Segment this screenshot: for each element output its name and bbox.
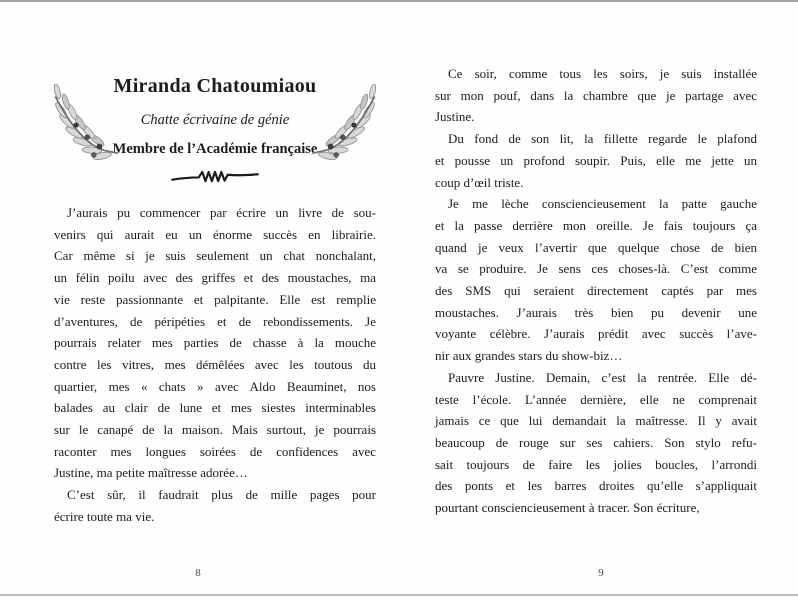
text-line: J’aurais pu commencer par écrire un livre de sou-: [67, 205, 376, 220]
text-line: Justine, ma petite maîtresse adorée…: [54, 465, 248, 481]
text-line: des ponts et les barres droites qu’elle s’appliquait: [435, 478, 757, 494]
paragraph: [435, 193, 757, 367]
text-line: nir aux grandes stars du show-biz…: [435, 348, 623, 364]
text-line: sur le canapé de la maison. Mais surtout, je pourrais: [54, 422, 376, 438]
text-line: quand je veux l’avertir que quelque chose de bien: [435, 239, 757, 255]
page-right: [435, 63, 757, 519]
text-line: pourtant consciencieusement à tracer. Son écriture,: [435, 500, 700, 516]
text-line: Je me lèche consciencieusement la patte gauche: [448, 196, 757, 212]
text-line: quartier, mes « chats » avec Aldo Beauminet, nos: [54, 378, 376, 394]
text-line: beaucoup de rouge sur ses cahiers. Son stylo refu-: [435, 434, 757, 450]
text-line: Ce soir, comme tous les soirs, je suis installée: [448, 66, 757, 81]
page-right-body: [435, 63, 757, 519]
screen-top-border: [0, 0, 798, 2]
text-line: contre les vitres, mes démêlées avec les toutous du: [54, 356, 376, 372]
text-line: venirs qui aurait eu un énorme succès en librairie.: [54, 226, 376, 242]
text-line: balades au clair de lune et mes siestes interminables: [54, 400, 376, 416]
text-line: pourrais relater mes parties de chasse à la mouche: [54, 335, 376, 351]
page-number-left: 8: [195, 567, 201, 579]
text-line: Justine.: [435, 109, 475, 125]
text-line: et la passe derrière mon oreille. Je fais toujours ça: [435, 217, 757, 233]
author-affiliation: Membre de l’Académie française: [112, 141, 318, 157]
squiggle-divider-icon: [54, 167, 376, 187]
paragraph: [54, 202, 376, 484]
paragraph: [435, 367, 757, 519]
author-subtitle: Chatte écrivaine de génie: [140, 112, 290, 128]
text-line: écrire toute ma vie.: [54, 508, 155, 524]
paragraph: [54, 484, 376, 527]
page-left: [54, 60, 376, 528]
author-name: Miranda Chatoumiaou: [113, 75, 317, 97]
text-line: vie reste passionnante et palpitante. Elle est remplie: [54, 291, 376, 307]
text-line: et pousse un profond soupir. Puis, elle me jette un: [435, 152, 757, 168]
text-line: va se produire. Je sens ces choses-là. C’est comme: [435, 261, 757, 277]
text-line: C’est sûr, il faudrait plus de mille pages pour: [67, 487, 376, 503]
text-line: sait toujours de faire les jolies boucles, l’arrondi: [435, 456, 757, 472]
text-line: Car même si je suis seulement un chat nonchalant,: [54, 248, 376, 264]
text-line: Pauvre Justine. Demain, c’est la rentrée. Elle dé-: [448, 369, 757, 385]
text-line: moustaches. J’aurais très bien pu devenir une: [435, 304, 757, 320]
text-line: un félin poilu avec des griffes et des moustaches, ma: [54, 270, 376, 286]
text-line: sur mon pouf, dans la chambre que je partage avec: [435, 87, 757, 103]
text-line: d’aventures, de péripéties et de rebondissements. Je: [54, 313, 376, 329]
paragraph: [435, 63, 757, 128]
screen-bottom-border: [0, 594, 798, 596]
text-line: coup d’œil triste.: [435, 174, 524, 190]
page-left-body: [54, 202, 376, 528]
text-line: teste l’école. L’année dernière, elle ne comprenait: [435, 391, 757, 407]
paragraph: [435, 128, 757, 193]
text-line: jamais ce que lui demandait la maîtresse. Il y avait: [435, 413, 757, 429]
olive-branch-left-icon: [35, 84, 119, 168]
text-line: des SMS qui seraient directement captés par mes: [435, 283, 757, 299]
page-number-right: 9: [598, 567, 604, 579]
olive-branch-right-icon: [311, 84, 395, 168]
text-line: voyante célèbre. J’aurais prédit avec succès l’ave-: [435, 326, 757, 342]
text-line: Du fond de son lit, la fillette regarde le plafond: [448, 131, 757, 147]
text-line: raconter mes longues soirées de confidences avec: [54, 443, 376, 459]
chapter-header: [54, 60, 376, 202]
